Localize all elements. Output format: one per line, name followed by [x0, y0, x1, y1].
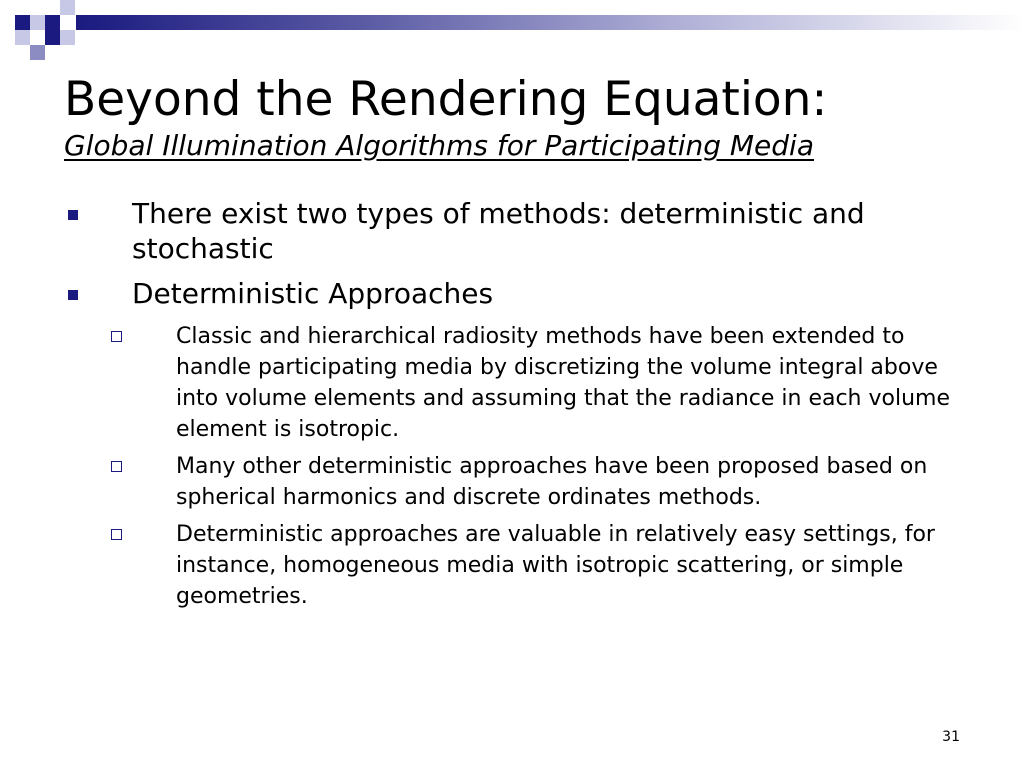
bullet-text: There exist two types of methods: deterministic and stochastic — [132, 197, 865, 265]
deco-square — [15, 15, 30, 30]
sub-bullet-item — [64, 451, 964, 513]
bullet-text: Deterministic Approaches — [132, 277, 494, 310]
title-block — [64, 72, 964, 164]
header-gradient-bar — [76, 15, 1024, 30]
sub-bullet-text: Classic and hierarchical radiosity methods have been extended to handle participating media by discretizing the volume integral above into volume elements and assuming that the radiance in each volume element is isotropic. — [176, 324, 950, 442]
slide-content — [64, 196, 964, 618]
bullet-item — [64, 276, 964, 311]
deco-square — [45, 15, 60, 30]
slide-number: 31 — [942, 729, 960, 745]
sub-bullet-item — [64, 321, 964, 445]
deco-square — [15, 30, 30, 45]
hollow-square-bullet-icon — [111, 529, 122, 540]
deco-square — [45, 30, 60, 45]
sub-bullet-text: Deterministic approaches are valuable in relatively easy settings, for instance, homogeneous media with isotropic scattering, or simple geometries. — [176, 522, 935, 609]
deco-square — [30, 15, 45, 30]
square-bullet-icon — [68, 290, 78, 300]
slide-title: Beyond the Rendering Equation: — [64, 72, 828, 127]
hollow-square-bullet-icon — [111, 461, 122, 472]
slide-subtitle: Global Illumination Algorithms for Participating Media — [64, 129, 814, 162]
sub-bullet-item — [64, 519, 964, 612]
bullet-item — [64, 196, 964, 266]
hollow-square-bullet-icon — [111, 331, 122, 342]
deco-square — [60, 30, 75, 45]
sub-bullet-text: Many other deterministic approaches have been proposed based on spherical harmonics and discrete ordinates methods. — [176, 454, 928, 510]
square-bullet-icon — [68, 210, 78, 220]
deco-square — [60, 0, 75, 15]
deco-square — [30, 45, 45, 60]
